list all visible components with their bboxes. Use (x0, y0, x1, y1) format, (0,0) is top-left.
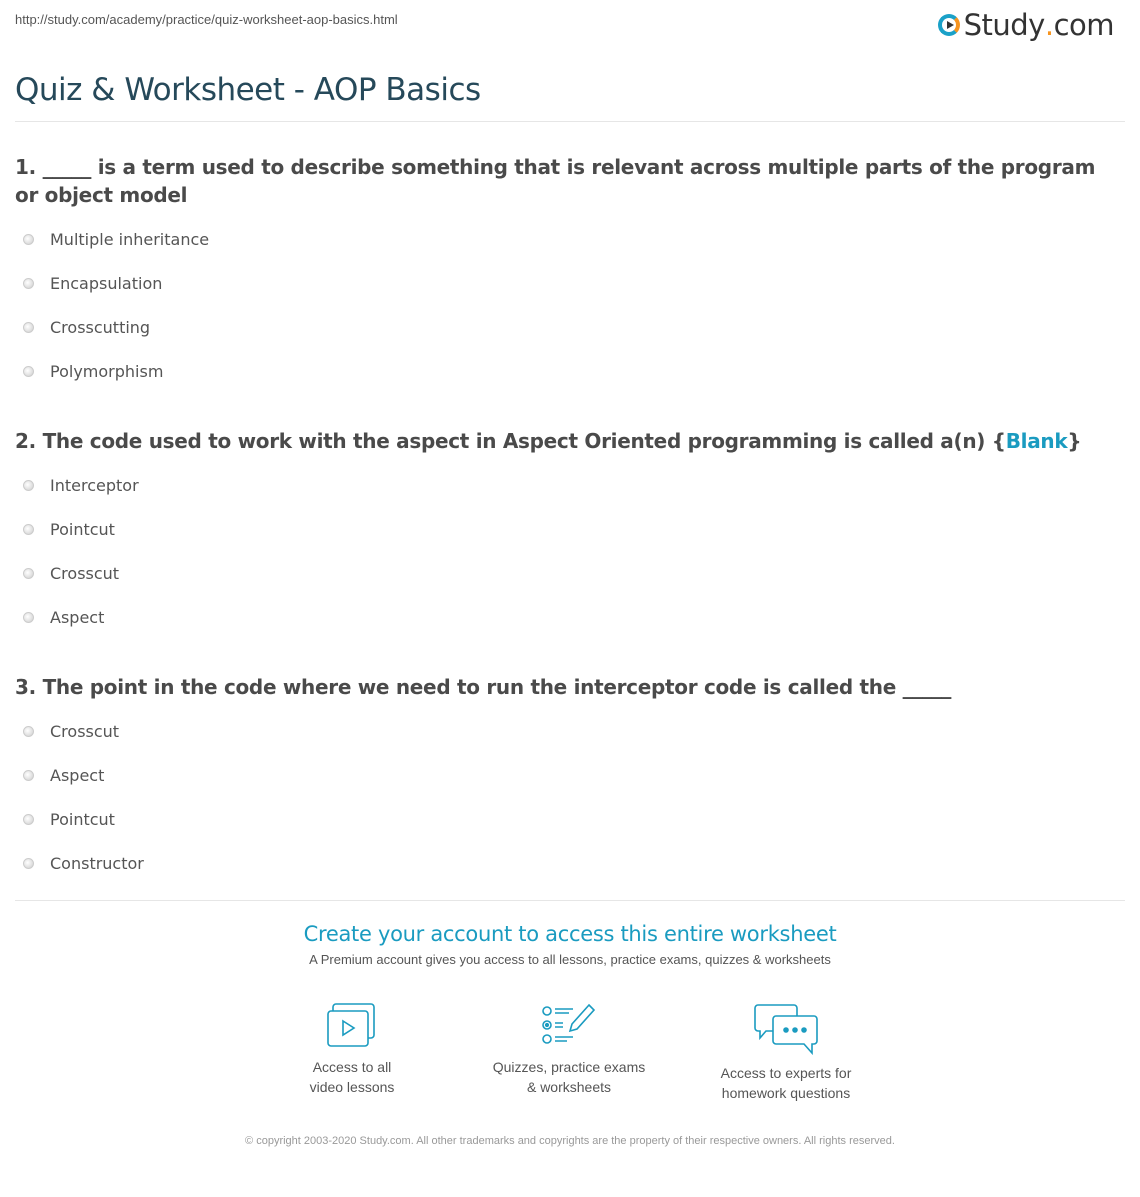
video-lessons-icon (326, 1003, 378, 1049)
question-1 (15, 153, 1115, 393)
chat-experts-icon (754, 1003, 818, 1055)
divider (15, 121, 1125, 122)
feature-line2: video lessons (309, 1079, 395, 1095)
radio-icon[interactable] (23, 480, 34, 491)
answer-option[interactable] (15, 797, 1115, 841)
feature-video-lessons (252, 1003, 452, 1097)
cta-subtitle: A Premium account gives you access to all lessons, practice exams, quizzes & worksheets (309, 952, 831, 967)
page-title: Quiz & Worksheet - AOP Basics (15, 72, 481, 108)
option-label: Crosscut (50, 563, 120, 583)
radio-icon[interactable] (23, 234, 34, 245)
answer-option[interactable] (15, 595, 1115, 639)
option-label: Constructor (50, 853, 144, 873)
logo-tld: com (1053, 8, 1114, 42)
quiz-icon (541, 1003, 597, 1049)
feature-experts (686, 1003, 886, 1103)
cta-title-link[interactable]: Create your account to access this entire worksheet (303, 922, 837, 946)
feature-line1: Access to experts for (720, 1065, 852, 1081)
question-text: 1. _____ is a term used to describe something that is relevant across multiple parts of the program or object model (15, 155, 1096, 207)
radio-icon[interactable] (23, 366, 34, 377)
radio-icon[interactable] (23, 726, 34, 737)
radio-icon[interactable] (23, 814, 34, 825)
option-label: Crosscutting (50, 317, 151, 337)
radio-icon[interactable] (23, 568, 34, 579)
question-text-end: } (1067, 429, 1082, 453)
logo-dot: . (1044, 8, 1054, 42)
question-text-main: 2. The code used to work with the aspect in Aspect Oriented programming is called a(n) { (15, 429, 1006, 453)
option-label: Polymorphism (50, 361, 164, 381)
play-logo-icon (938, 14, 960, 36)
answer-option[interactable] (15, 551, 1115, 595)
option-label: Encapsulation (50, 273, 163, 293)
answer-option[interactable] (15, 261, 1115, 305)
feature-quizzes (469, 1003, 669, 1097)
feature-line1: Quizzes, practice exams (492, 1059, 646, 1075)
answer-option[interactable] (15, 709, 1115, 753)
option-label: Interceptor (50, 475, 139, 495)
radio-icon[interactable] (23, 770, 34, 781)
divider (15, 900, 1125, 901)
question-2 (15, 427, 1115, 639)
option-label: Aspect (50, 607, 105, 627)
answer-option[interactable] (15, 841, 1115, 885)
copyright-footer: © copyright 2003-2020 Study.com. All other trademarks and copyrights are the property of their respective owners. All rights reserved. (245, 1135, 895, 1147)
question-text (15, 427, 1115, 455)
feature-line1: Access to all (312, 1059, 392, 1075)
answer-option[interactable] (15, 305, 1115, 349)
feature-line2: & worksheets (526, 1079, 612, 1095)
radio-icon[interactable] (23, 322, 34, 333)
logo-name: Study (963, 8, 1045, 42)
study-logo[interactable] (938, 8, 1114, 42)
option-label: Pointcut (50, 519, 115, 539)
quiz (15, 153, 1115, 919)
feature-line2: homework questions (721, 1085, 851, 1101)
option-label: Multiple inheritance (50, 229, 210, 249)
option-label: Aspect (50, 765, 105, 785)
radio-icon[interactable] (23, 524, 34, 535)
answer-option[interactable] (15, 507, 1115, 551)
option-label: Pointcut (50, 809, 115, 829)
answer-option[interactable] (15, 217, 1115, 261)
answer-option[interactable] (15, 349, 1115, 393)
radio-icon[interactable] (23, 858, 34, 869)
radio-icon[interactable] (23, 612, 34, 623)
radio-icon[interactable] (23, 278, 34, 289)
page-url: http://study.com/academy/practice/quiz-worksheet-aop-basics.html (15, 12, 398, 27)
blank-placeholder: Blank (1005, 429, 1068, 453)
answer-option[interactable] (15, 753, 1115, 797)
answer-option[interactable] (15, 463, 1115, 507)
signup-cta (0, 922, 1140, 967)
question-text: 3. The point in the code where we need to run the interceptor code is called the _____ (15, 675, 952, 699)
question-3 (15, 673, 1115, 885)
option-label: Crosscut (50, 721, 120, 741)
